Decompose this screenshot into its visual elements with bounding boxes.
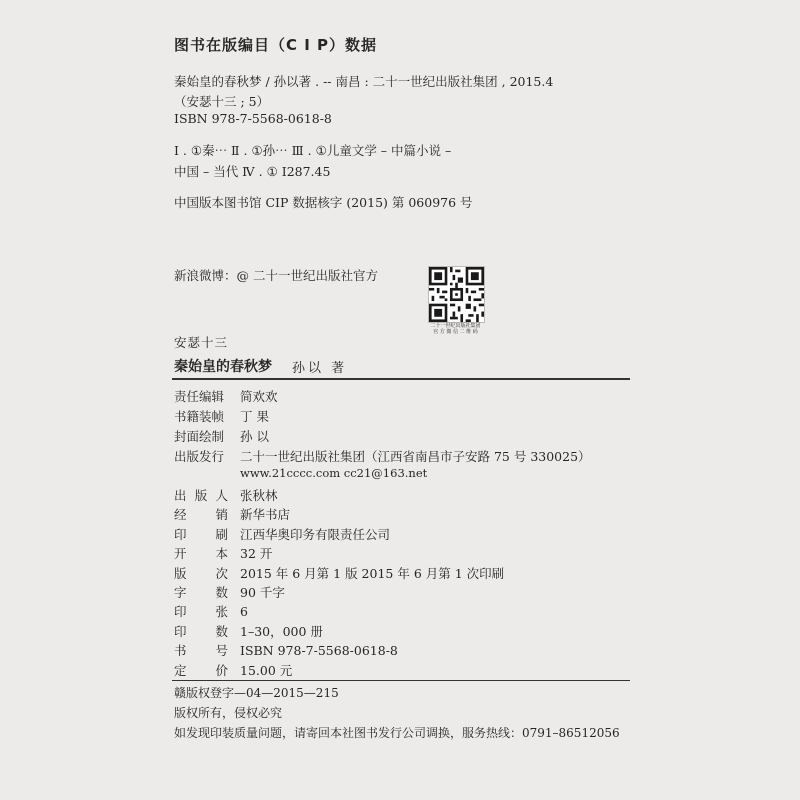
detail-value: 15.00 元 [240,662,293,678]
qr-caption-2: 官 方 微 信 二 维 码 [433,329,478,335]
detail-label [174,641,228,659]
detail-value: ISBN 978-7-5568-0618-8 [240,643,398,659]
detail-label-char: 数 [215,623,228,639]
credit-row [174,407,269,425]
credit-label: 责任编辑 [174,389,225,404]
detail-label-char: 书 [174,643,187,659]
detail-label [174,564,228,582]
credit-row [174,447,591,465]
detail-label-char: 印 [174,623,187,639]
detail-value: 90 千字 [240,585,285,600]
detail-row [174,525,390,543]
credit-label: 出版发行 [174,449,225,464]
detail-label-char: 刷 [215,526,228,542]
book-title: 秦始皇的春秋梦 [174,359,272,375]
credit-value: 丁 果 [240,409,269,424]
cip-class-2: 中国 – 当代 Ⅳ . ① I287.45 [174,164,331,179]
detail-label-char: 次 [215,565,228,581]
copyright-registration: 赣版权登字—04—2015—215 [174,686,339,700]
detail-value: 1–30，000 册 [240,623,323,639]
detail-label [174,505,228,523]
detail-value: 江西华奥印务有限责任公司 [240,526,391,542]
weibo-line: 新浪微博：@ 二十一世纪出版社官方 [174,268,378,283]
detail-value: 32 开 [240,546,273,562]
cip-isbn: ISBN 978-7-5568-0618-8 [174,111,332,126]
detail-label [174,622,228,640]
cip-number: 中国版本图书馆 CIP 数据核字 (2015) 第 060976 号 [174,195,473,210]
credit-label: 封面绘制 [174,429,225,444]
detail-row [174,583,285,601]
credit-row [174,427,269,445]
detail-row [174,661,292,679]
detail-row [174,505,290,523]
detail-label [174,486,228,504]
qr-code-icon [428,266,485,323]
credit-value: 孙 以 [240,429,269,444]
quality-notice: 如发现印装质量问题，请寄回本社图书发行公司调换，服务热线：0791–86512056 [174,726,620,740]
detail-value: 张秋林 [240,488,278,503]
credit-label: 书籍装帧 [174,409,225,424]
detail-row [174,544,272,562]
detail-value: 2015 年 6 月第 1 版 2015 年 6 月第 1 次印刷 [240,565,505,581]
detail-label [174,583,228,601]
author-line: 孙以 著 [292,361,348,376]
detail-row [174,602,248,620]
detail-label-char: 字 [174,585,187,600]
cip-line-2: （安瑟十三 ; 5） [174,94,270,109]
cip-heading: 图书在版编目（C I P）数据 [174,36,378,54]
detail-label-char: 本 [215,546,228,562]
detail-label-char: 印 [174,526,187,542]
detail-label-char: 经 [174,507,187,523]
detail-value: 6 [240,604,248,620]
bottom-divider [172,680,630,681]
detail-label-char: 数 [215,585,228,600]
detail-label-char: 人 [215,488,228,503]
series-name: 安瑟十三 [174,335,229,350]
detail-label-char: 印 [174,604,187,620]
rights-reserved: 版权所有，侵权必究 [174,706,283,720]
detail-label [174,661,228,679]
detail-label [174,602,228,620]
cip-line-1: 秦始皇的春秋梦 / 孙以著 . -- 南昌 : 二十一世纪出版社集团 , 2015.4 [174,74,554,89]
credit-row [174,387,278,405]
cip-class-1: Ⅰ . ①秦⋯ Ⅱ . ①孙⋯ Ⅲ . ①儿童文学 – 中篇小说 – [174,143,452,158]
detail-label-char: 价 [215,662,228,678]
detail-label-char: 定 [174,662,187,678]
detail-value: 新华书店 [240,507,291,523]
detail-row [174,486,278,504]
detail-row [174,622,323,640]
web-email-line: www.21cccc.com cc21@163.net [240,466,428,480]
detail-label [174,525,228,543]
detail-label-char: 版 [174,565,187,581]
detail-label-char: 开 [174,546,187,562]
detail-label [174,544,228,562]
detail-label-char: 张 [215,604,228,620]
detail-row [174,641,398,659]
credit-value: 简欢欢 [240,389,278,404]
detail-label-char: 销 [215,507,228,523]
qr-caption-1: 二十一世纪出版社集团 [430,323,481,329]
detail-label-char: 出 [174,488,187,503]
detail-label-char: 号 [215,643,228,659]
title-divider [172,378,630,380]
detail-label-char: 版 [194,488,208,503]
detail-row [174,564,504,582]
credit-value: 二十一世纪出版社集团（江西省南昌市子安路 75 号 330025） [240,449,591,464]
